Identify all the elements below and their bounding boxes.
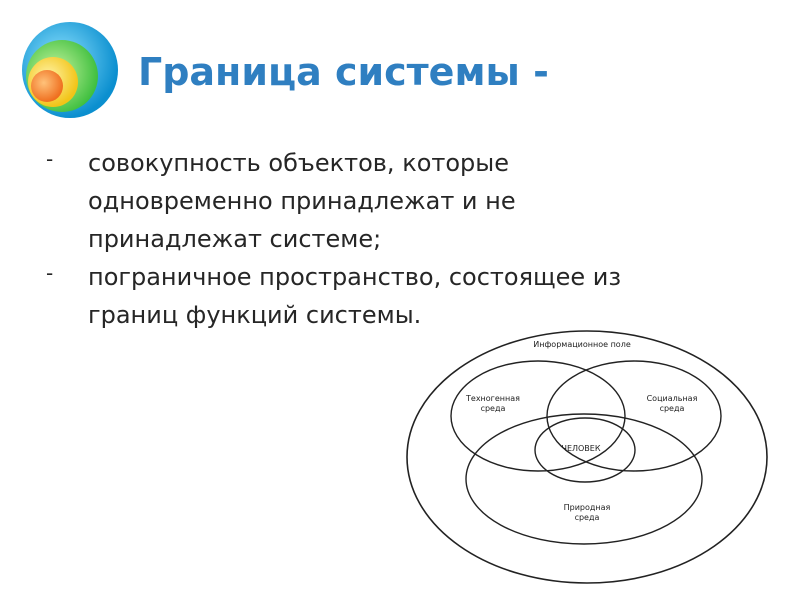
concentric-circles-logo-icon	[20, 20, 120, 120]
label-human: ЧЕЛОВЕК	[561, 444, 601, 453]
bullet-line: границ функций системы.	[88, 301, 422, 329]
outer-ellipse-information-field	[407, 331, 767, 583]
system-boundary-diagram	[400, 326, 780, 590]
label-social-line-2: среда	[659, 404, 685, 413]
slide-title: Граница системы -	[138, 50, 549, 94]
label-social-line-1: Социальная	[646, 394, 698, 403]
natural-ellipse	[466, 414, 702, 544]
bullet-line: совокупность объектов, которые	[88, 149, 509, 177]
label-technogenic-line-1: Техногенная	[466, 394, 520, 403]
label-natural-line-2: среда	[574, 513, 600, 522]
logo-core	[31, 70, 63, 102]
bullet-dash-icon: -	[46, 147, 54, 171]
bullet-item-1	[46, 144, 736, 258]
bullet-item-2	[46, 258, 736, 334]
technogenic-ellipse	[451, 361, 625, 471]
bullet-line: принадлежат системе;	[88, 225, 382, 253]
label-technogenic-line-2: среда	[480, 404, 506, 413]
bullet-list	[46, 144, 736, 334]
label-natural-line-1: Природная	[563, 503, 611, 512]
bullet-line: одновременно принадлежат и не	[88, 187, 516, 215]
label-information-field: Информационное поле	[533, 340, 631, 349]
bullet-line: пограничное пространство, состоящее из	[88, 263, 622, 291]
bullet-dash-icon: -	[46, 261, 54, 285]
